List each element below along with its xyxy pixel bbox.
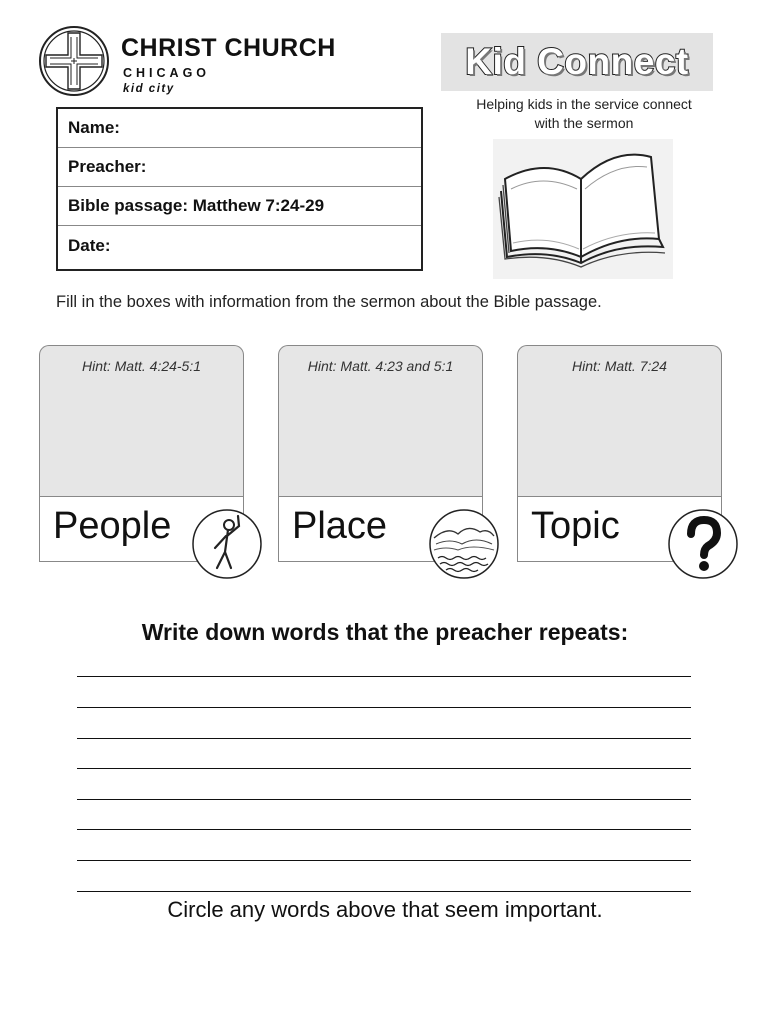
write-line[interactable]	[77, 829, 691, 830]
write-line[interactable]	[77, 738, 691, 739]
topic-answer-area[interactable]	[517, 345, 722, 497]
write-line[interactable]	[77, 768, 691, 769]
write-line[interactable]	[77, 707, 691, 708]
landscape-icon	[428, 508, 500, 580]
open-book-image	[493, 139, 673, 279]
repeats-heading: Write down words that the preacher repeats:	[141, 619, 629, 645]
place-answer-area[interactable]	[278, 345, 483, 497]
church-name: CHRIST CHURCH	[121, 34, 336, 62]
bible-passage-field[interactable]	[58, 187, 421, 226]
preacher-field[interactable]	[58, 148, 421, 187]
open-book-icon	[493, 139, 673, 279]
christ-church-logo-icon	[38, 25, 110, 97]
instructions-text: Fill in the boxes with information from the sermon about the Bible passage.	[56, 293, 602, 311]
info-form	[56, 107, 423, 271]
bible-passage-label: Bible passage: Matthew 7:24-29	[68, 196, 325, 215]
program-title: Kid Connect	[465, 41, 689, 82]
stick-figure-icon	[191, 508, 263, 580]
place-hint: Hint: Matt. 4:23 and 5:1	[307, 358, 454, 374]
name-label: Name:	[68, 118, 120, 137]
question-mark-icon	[667, 508, 739, 580]
topic-label: Topic	[531, 505, 620, 547]
topic-hint: Hint: Matt. 7:24	[572, 358, 667, 374]
people-card	[39, 345, 244, 562]
place-card	[278, 345, 483, 562]
write-line[interactable]	[77, 891, 691, 892]
write-line[interactable]	[77, 676, 691, 677]
people-label: People	[53, 505, 172, 547]
date-label: Date:	[68, 235, 111, 255]
place-label: Place	[292, 505, 388, 547]
people-hint: Hint: Matt. 4:24-5:1	[81, 358, 202, 374]
people-answer-area[interactable]	[39, 345, 244, 497]
circle-instruction: Circle any words above that seem important.	[167, 897, 603, 922]
date-field[interactable]	[58, 226, 421, 265]
write-line[interactable]	[77, 799, 691, 800]
church-subtitle: kid city	[123, 83, 175, 95]
preacher-label: Preacher:	[68, 157, 147, 176]
church-city: CHICAGO	[123, 66, 211, 80]
program-tagline: Helping kids in the service connect with the sermon	[476, 96, 692, 131]
name-field[interactable]	[58, 109, 421, 148]
write-line[interactable]	[77, 860, 691, 861]
topic-card	[517, 345, 722, 562]
